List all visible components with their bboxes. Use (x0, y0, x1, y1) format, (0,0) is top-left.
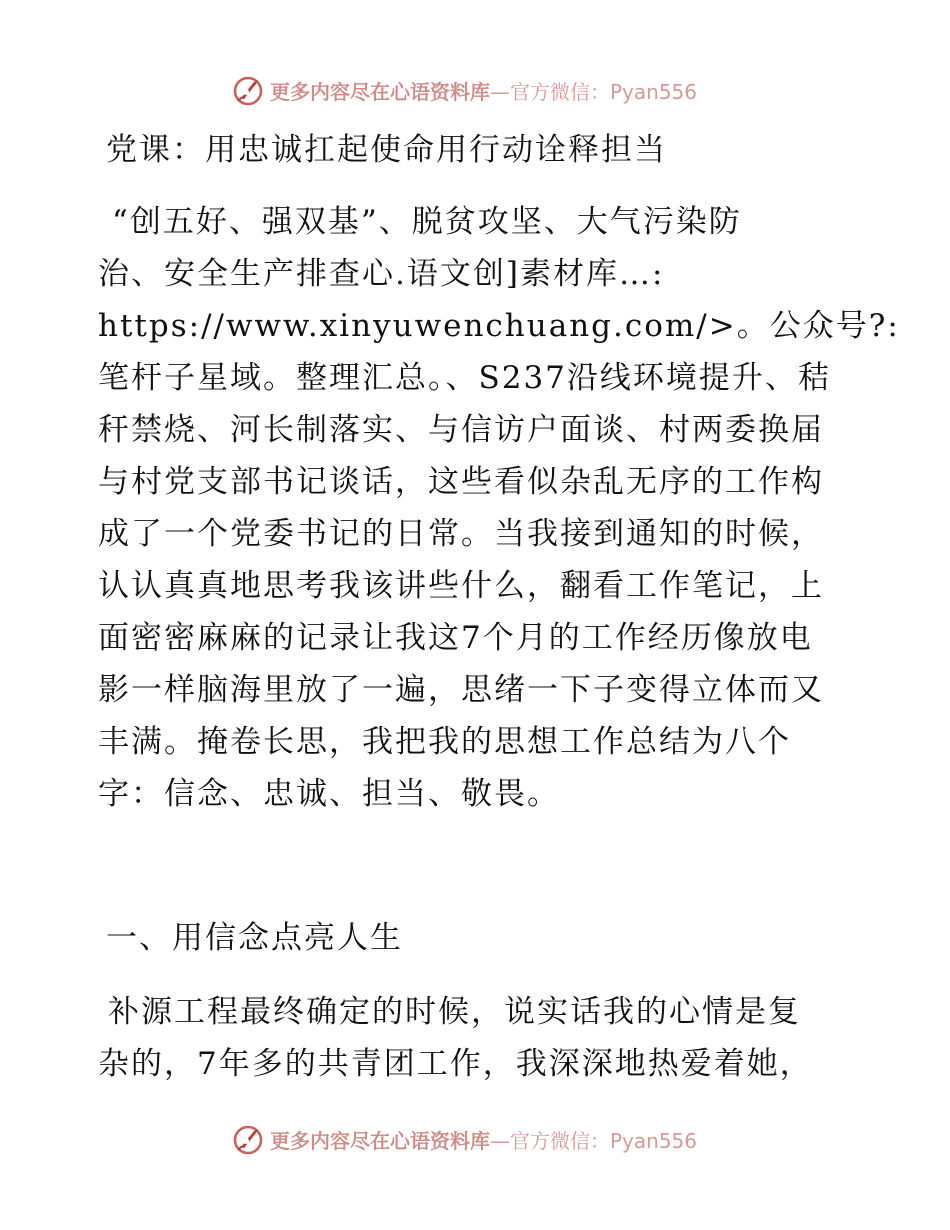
quill-logo-icon (232, 74, 264, 106)
section-paragraph (98, 986, 813, 1090)
text-line: https://www.xinyuwenchuang.com/>。公众号?: (98, 308, 900, 344)
intro-paragraph (98, 196, 900, 820)
text-line: 丰满。掩卷长思，我把我的思想工作总结为八个 (98, 724, 791, 760)
text-line: “创五好、强双基”、脱贫攻坚、大气污染防 (112, 204, 742, 240)
text-line: 与村党支部书记谈话，这些看似杂乱无序的工作构 (98, 464, 824, 500)
text-line: 认认真真地思考我该讲些什么，翻看工作笔记，上 (98, 568, 824, 604)
text-line: 补源工程最终确定的时候，说实话我的心情是复 (108, 994, 801, 1030)
watermark-banner-top (232, 72, 712, 108)
watermark-site-text: 更多内容尽在心语资料库 (270, 1128, 490, 1153)
text-line: 字：信念、忠诚、担当、敬畏。 (98, 776, 560, 812)
text-line: 秆禁烧、河长制落实、与信访户面谈、村两委换届 (98, 412, 824, 448)
watermark-separator-text: —官方微信： (490, 79, 610, 104)
watermark-separator-text: —官方微信： (490, 1128, 610, 1153)
watermark-wechat-id: Pyan556 (610, 1128, 698, 1153)
text-line: 治、安全生产排查心.语文创]素材库…: (98, 256, 665, 292)
section-heading: 一、用信念点亮人生 (106, 920, 403, 956)
watermark-site-text: 更多内容尽在心语资料库 (270, 79, 490, 104)
quill-logo-icon (232, 1123, 264, 1155)
text-line: 杂的，7年多的共青团工作，我深深地热爱着她， (98, 1046, 813, 1082)
watermark-banner-bottom (232, 1121, 712, 1157)
page-title: 党课：用忠诚扛起使命用行动诠释担当 (106, 132, 667, 168)
text-line: 影一样脑海里放了一遍，思绪一下子变得立体而又 (98, 672, 824, 708)
text-line: 笔杆子星域。整理汇总。、S237沿线环境提升、秸 (98, 360, 831, 396)
watermark-wechat-id: Pyan556 (610, 79, 698, 104)
text-line: 成了一个党委书记的日常。当我接到通知的时候， (98, 516, 824, 552)
text-line: 面密密麻麻的记录让我这7个月的工作经历像放电 (98, 620, 813, 656)
